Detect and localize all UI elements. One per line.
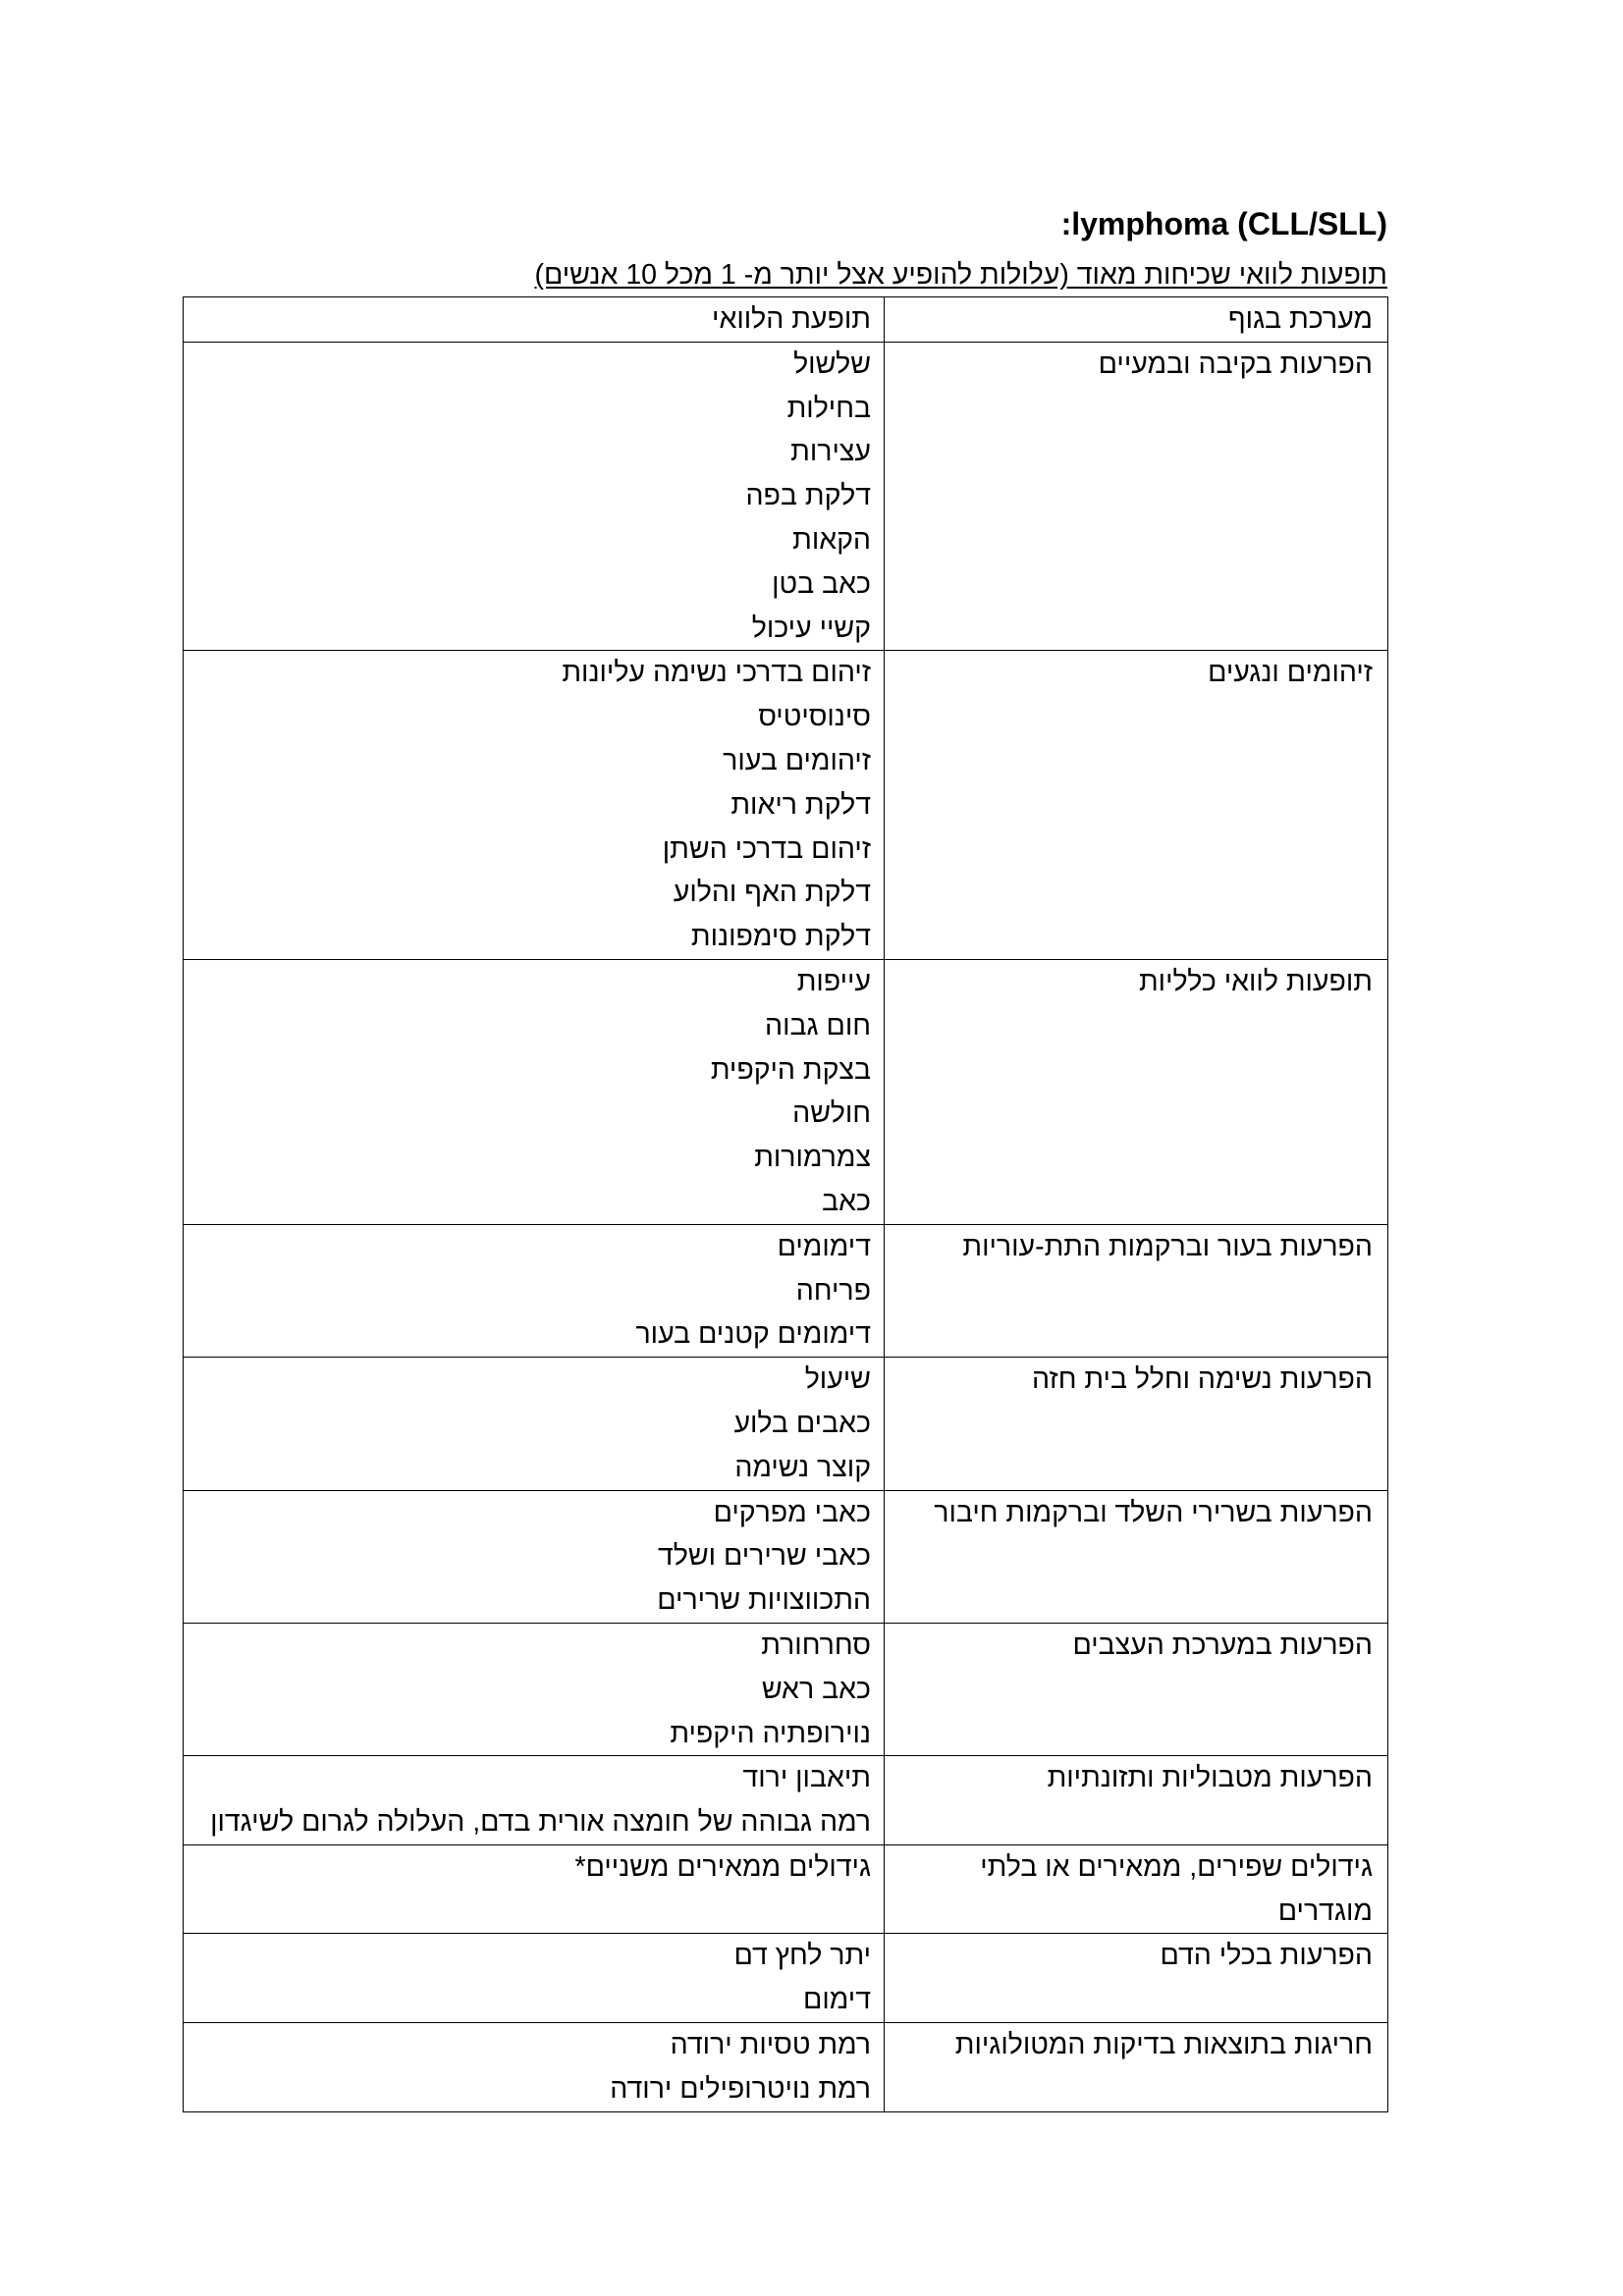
- side-effect-item: פריחה: [795, 1274, 871, 1307]
- body-system-cell: [885, 342, 1388, 651]
- body-system-label: הפרעות מטבוליות ותזונתיות: [1047, 1762, 1373, 1794]
- body-system-cell: [885, 1358, 1388, 1490]
- table-row: [184, 1844, 1388, 1934]
- body-system-label: חריגות בתוצאות בדיקות המטולוגיות: [954, 2029, 1373, 2061]
- side-effects-cell: [184, 342, 885, 651]
- body-system-cell: [885, 1934, 1388, 2023]
- table-row: [184, 342, 1388, 651]
- body-system-label: הפרעות בעור וברקמות התת-עוריות: [962, 1230, 1373, 1262]
- side-effects-cell: [184, 1756, 885, 1845]
- side-effect-item: התכווצויות שרירים: [657, 1584, 871, 1617]
- body-system-cell: [885, 1756, 1388, 1845]
- side-effects-table: [183, 296, 1388, 2112]
- side-effect-item: דימומים קטנים בעור: [635, 1318, 871, 1351]
- body-system-cell: [885, 1224, 1388, 1357]
- document-title: :lymphoma (CLL/SLL): [1060, 206, 1387, 241]
- side-effect-item: סחרחורת: [761, 1629, 871, 1661]
- body-system-cell: [885, 2023, 1388, 2112]
- side-effect-item: צמרמורות: [754, 1142, 871, 1174]
- table-row: [184, 1623, 1388, 1755]
- side-effects-cell: [184, 1934, 885, 2023]
- body-system-label: הפרעות בשרירי השלד וברקמות חיבור: [934, 1496, 1373, 1528]
- side-effects-cell: [184, 1844, 885, 1934]
- header-side-effect: [184, 297, 885, 343]
- table-row: [184, 2023, 1388, 2112]
- body-system-label: זיהומים ונגעים: [1208, 657, 1373, 689]
- side-effect-item: כאבי מפרקים: [713, 1496, 871, 1528]
- side-effect-item: דלקת ריאות: [730, 788, 871, 821]
- side-effects-cell: [184, 2023, 885, 2112]
- side-effect-item: דלקת האף והלוע: [673, 877, 871, 909]
- section-heading: תופעות לוואי שכיחות מאוד (עלולות להופיע אצל יותר מ- 1 מכל 10 אנשים): [534, 259, 1387, 291]
- side-effect-item: כאבי שרירים ושלד: [657, 1540, 871, 1573]
- side-effect-item: שלשול: [793, 347, 871, 380]
- side-effect-item: חולשה: [792, 1097, 871, 1130]
- side-effect-item: דימום: [803, 1984, 871, 2016]
- table-row: [184, 1934, 1388, 2023]
- side-effect-item: קוצר נשימה: [734, 1451, 871, 1483]
- side-effect-item: עצירות: [790, 436, 871, 468]
- side-effect-item: כאבים בלוע: [733, 1407, 871, 1439]
- body-system-label: הפרעות נשימה וחלל בית חזה: [1032, 1363, 1373, 1396]
- side-effect-item: שיעול: [804, 1363, 871, 1396]
- header-body-system-label: מערכת בגוף: [1227, 303, 1373, 335]
- body-system-label: הפרעות במערכת העצבים: [1072, 1629, 1373, 1661]
- side-effect-item: סינוסיטיס: [758, 701, 871, 733]
- side-effect-item: כאב: [822, 1185, 871, 1217]
- side-effect-item: דימומים: [777, 1230, 871, 1262]
- side-effect-item: כאב ראש: [761, 1673, 871, 1705]
- table-row: [184, 1224, 1388, 1357]
- body-system-label: הפרעות בקיבה ובמעיים: [1098, 347, 1373, 380]
- side-effect-item: רמת טסיות ירודה: [670, 2029, 871, 2061]
- side-effects-cell: [184, 1623, 885, 1755]
- side-effect-item: זיהומים בעור: [723, 744, 871, 776]
- side-effect-item: בצקת היקפית: [710, 1053, 871, 1086]
- side-effect-item: קשיי עיכול: [751, 612, 871, 644]
- header-body-system: [885, 297, 1388, 343]
- side-effect-item: גידולים ממאירים משניים*: [574, 1850, 871, 1883]
- side-effect-item: חום גבוה: [765, 1009, 871, 1041]
- side-effect-item: כאב בטן: [772, 567, 871, 600]
- side-effect-item: רמת נויטרופילים ירודה: [610, 2072, 871, 2105]
- side-effect-item: זיהום בדרכי השתן: [662, 832, 871, 865]
- side-effect-item: עייפות: [796, 965, 871, 997]
- side-effect-item: דלקת בפה: [745, 480, 871, 512]
- table-header-row: [184, 297, 1388, 343]
- table-row: [184, 959, 1388, 1224]
- side-effect-item: תיאבון ירוד: [742, 1762, 871, 1794]
- side-effects-cell: [184, 1490, 885, 1623]
- side-effects-cell: [184, 651, 885, 960]
- side-effect-item: דלקת סימפונות: [690, 921, 871, 953]
- table-row: [184, 651, 1388, 960]
- side-effects-cell: [184, 1358, 885, 1490]
- body-system-cell: [885, 1490, 1388, 1623]
- body-system-cell: [885, 1844, 1388, 1934]
- body-system-cell: [885, 959, 1388, 1224]
- side-effects-cell: [184, 959, 885, 1224]
- side-effects-cell: [184, 1224, 885, 1357]
- body-system-label: תופעות לוואי כלליות: [1138, 965, 1373, 997]
- body-system-label: גידולים שפירים, ממאירים או בלתי מוגדרים: [980, 1850, 1373, 1927]
- side-effect-item: יתר לחץ דם: [733, 1940, 871, 1972]
- body-system-cell: [885, 1623, 1388, 1755]
- table-row: [184, 1358, 1388, 1490]
- side-effect-item: נוירופתיה היקפית: [670, 1717, 871, 1749]
- side-effect-item: הקאות: [792, 523, 871, 556]
- side-effect-item: בחילות: [786, 392, 871, 424]
- side-effect-item: רמה גבוהה של חומצה אורית בדם, העלולה לגרום לשיגדון: [210, 1806, 871, 1839]
- body-system-cell: [885, 651, 1388, 960]
- side-effect-item: זיהום בדרכי נשימה עליונות: [562, 657, 871, 689]
- body-system-label: הפרעות בכלי הדם: [1160, 1940, 1373, 1972]
- header-side-effect-label: תופעת הלוואי: [712, 303, 871, 335]
- table-row: [184, 1756, 1388, 1845]
- table-row: [184, 1490, 1388, 1623]
